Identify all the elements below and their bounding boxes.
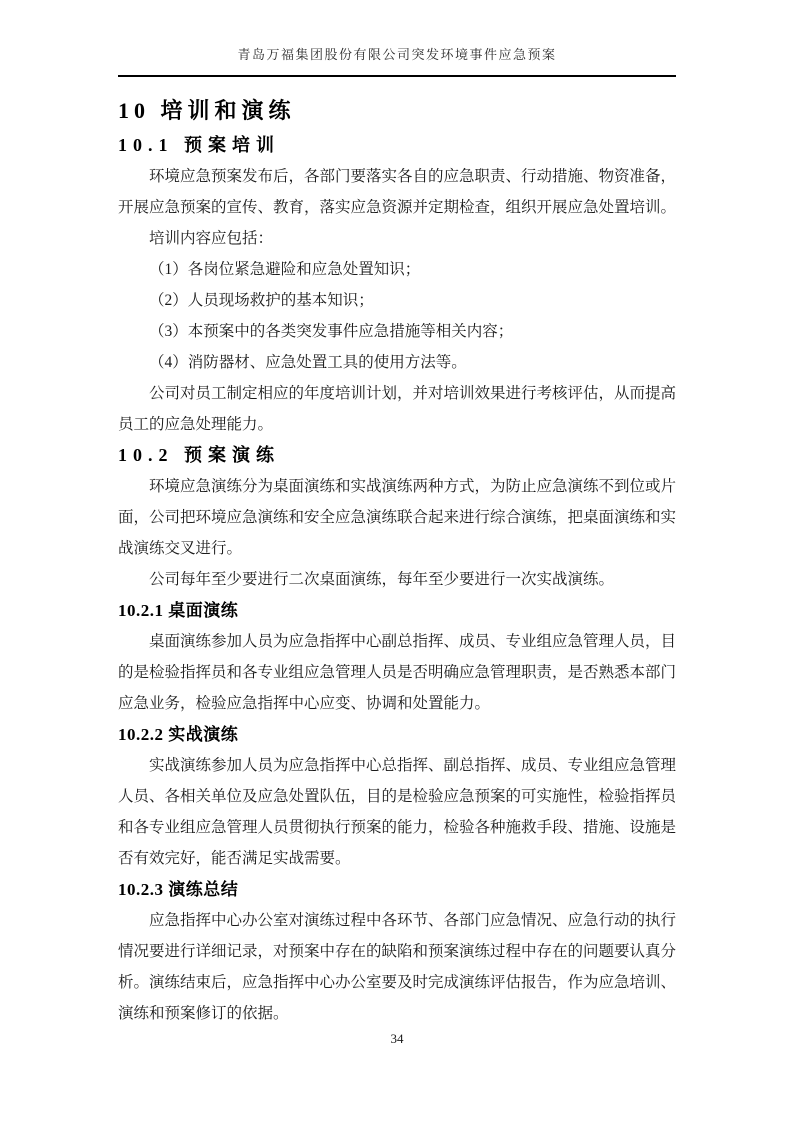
page-header-text: 青岛万福集团股份有限公司突发环境事件应急预案 bbox=[237, 47, 557, 62]
header-rule bbox=[118, 75, 676, 77]
list-item-1: （1）各岗位紧急避险和应急处置知识； bbox=[149, 261, 421, 278]
list-item-2: （2）人员现场救护的基本知识； bbox=[149, 292, 374, 309]
para-training-plan: 公司对员工制定相应的年度培训计划，并对培训效果进行考核评估，从而提高员工的应急处理能力。 bbox=[118, 385, 677, 433]
heading-10-2-2: 10.2.2 实战演练 bbox=[118, 725, 239, 744]
heading-10-2: 10.2 预案演练 bbox=[118, 445, 280, 465]
page-content bbox=[118, 0, 676, 1046]
para-practical-drill: 实战演练参加人员为应急指挥中心总指挥、副总指挥、成员、专业组应急管理人员、各相关单位及应急处置队伍，目的是检验应急预案的可实施性，检验指挥员和各专业组应急管理人员贯彻执行预案的能力，检验各种施救手段、措施、设施是否有效完好，能否满足实战需要。 bbox=[118, 757, 677, 867]
heading-10-1: 10.1 预案培训 bbox=[118, 135, 280, 155]
para-training-content-lead: 培训内容应包括： bbox=[149, 230, 274, 247]
doc-title: 10 培训和演练 bbox=[118, 98, 296, 123]
heading-10-2-3: 10.2.3 演练总结 bbox=[118, 880, 239, 899]
para-desktop-drill: 桌面演练参加人员为应急指挥中心副总指挥、成员、专业组应急管理人员，目的是检验指挥员和各专业组应急管理人员是否明确应急管理职责，是否熟悉本部门应急业务，检验应急指挥中心应变、协调和处置能力。 bbox=[118, 633, 677, 712]
list-item-4: （4）消防器材、应急处置工具的使用方法等。 bbox=[149, 354, 467, 371]
para-training-intro: 环境应急预案发布后，各部门要落实各自的应急职责、行动措施、物资准备，开展应急预案的宣传、教育，落实应急资源并定期检查，组织开展应急处置培训。 bbox=[118, 168, 677, 216]
para-drill-frequency: 公司每年至少要进行二次桌面演练，每年至少要进行一次实战演练。 bbox=[149, 571, 615, 588]
para-drill-intro: 环境应急演练分为桌面演练和实战演练两种方式，为防止应急演练不到位或片面，公司把环境应急演练和安全应急演练联合起来进行综合演练，把桌面演练和实战演练交叉进行。 bbox=[118, 478, 677, 557]
heading-10-2-1: 10.2.1 桌面演练 bbox=[118, 601, 239, 620]
para-drill-summary: 应急指挥中心办公室对演练过程中各环节、各部门应急情况、应急行动的执行情况要进行详细记录，对预案中存在的缺陷和预案演练过程中存在的问题要认真分析。演练结束后，应急指挥中心办公室要及时完成演练评估报告，作为应急培训、演练和预案修订的依据。 bbox=[118, 912, 677, 1022]
list-item-3: （3）本预案中的各类突发事件应急措施等相关内容； bbox=[149, 323, 514, 340]
page-number: 34 bbox=[390, 1031, 404, 1046]
